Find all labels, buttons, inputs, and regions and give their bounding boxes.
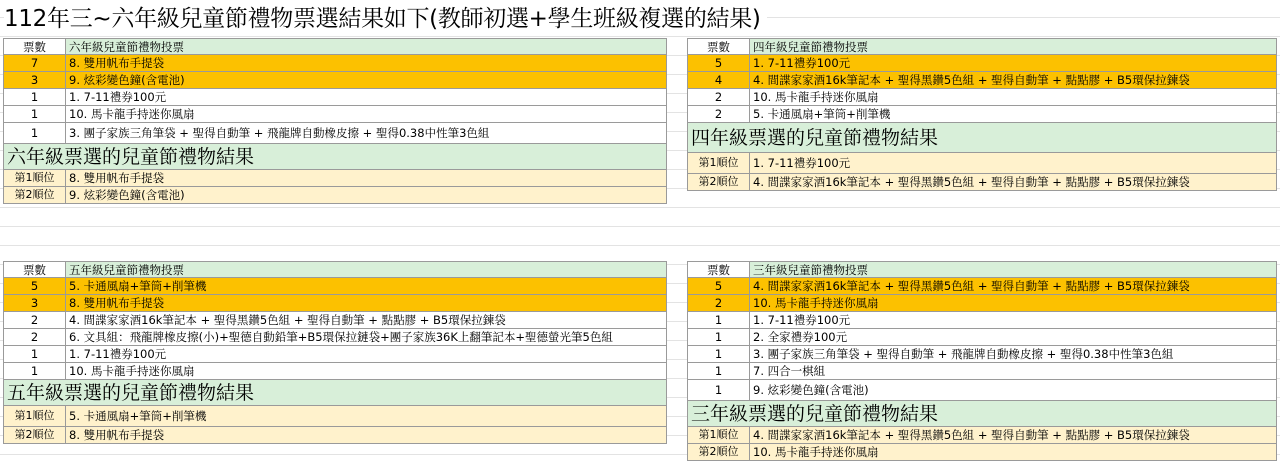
rank-label: 第1順位: [687, 153, 750, 173]
result-row: [3, 187, 667, 204]
result-row: [687, 427, 1277, 444]
result-row: [687, 444, 1277, 461]
result-row: [3, 427, 667, 444]
gift-item: 4. 間諜家家酒16k筆記本 + 聖得黑鑽5色組 + 聖得自動筆 + 點點膠 + B5環保拉鍊袋: [750, 72, 1277, 88]
gift-item: 10. 馬卡龍手持迷你風扇: [66, 363, 667, 379]
grade3-header-row: [687, 261, 1277, 278]
gift-item: 10. 馬卡龍手持迷你風扇: [750, 295, 1277, 311]
table-row: [687, 329, 1277, 346]
result-row: [687, 153, 1277, 174]
vote-count: 1: [687, 380, 750, 400]
rank-label: 第2順位: [687, 174, 750, 190]
vote-count: 1: [3, 89, 66, 105]
vote-count: 1: [3, 363, 66, 379]
table-row: [3, 89, 667, 106]
result-item: 1. 7-11禮券100元: [750, 153, 1277, 173]
vote-count: 1: [687, 312, 750, 328]
result-item: 5. 卡通風扇+筆筒+削筆機: [66, 406, 667, 426]
table-row: [687, 278, 1277, 295]
vote-count: 2: [687, 106, 750, 122]
gift-item: 3. 團子家族三角筆袋 + 聖得自動筆 + 飛龍牌自動橡皮擦 + 聖得0.38中性筆3色組: [750, 346, 1277, 362]
table-row: [687, 89, 1277, 106]
vote-count: 5: [687, 278, 750, 294]
vote-count: 2: [687, 89, 750, 105]
gift-item: 9. 炫彩變色鐘(含電池): [66, 72, 667, 88]
grade4-header-row: [687, 38, 1277, 55]
vote-count: 2: [3, 312, 66, 328]
table-row: [3, 55, 667, 72]
gift-item: 1. 7-11禮券100元: [66, 89, 667, 105]
gift-item: 5. 卡通風扇+筆筒+削筆機: [750, 106, 1277, 122]
rank-label: 第1順位: [3, 406, 66, 426]
result-item: 4. 間諜家家酒16k筆記本 + 聖得黑鑽5色組 + 聖得自動筆 + 點點膠 + B5環保拉鍊袋: [750, 427, 1277, 443]
grade6-header-row: [3, 38, 667, 55]
gift-item: 3. 團子家族三角筆袋 + 聖得自動筆 + 飛龍牌自動橡皮擦 + 聖得0.38中性筆3色組: [66, 123, 667, 143]
vote-count: 2: [3, 329, 66, 345]
table-row: [687, 295, 1277, 312]
table-row: [3, 295, 667, 312]
table-row: [687, 363, 1277, 380]
grade5-header-row: [3, 261, 667, 278]
gift-item: 4. 間諜家家酒16k筆記本 + 聖得黑鑽5色組 + 聖得自動筆 + 點點膠 + B5環保拉鍊袋: [66, 312, 667, 328]
grade4-block: [687, 38, 1277, 191]
grade6-block: [3, 38, 667, 204]
vote-count: 1: [687, 329, 750, 345]
votes-header: 票數: [687, 39, 750, 54]
rank-label: 第1順位: [687, 427, 750, 443]
gift-item: 7. 四合一棋組: [750, 363, 1277, 379]
grade5-result-title: 五年級票選的兒童節禮物結果: [3, 380, 667, 406]
table-row: [687, 380, 1277, 401]
vote-count: 1: [3, 346, 66, 362]
gift-item: 5. 卡通風扇+筆筒+削筆機: [66, 278, 667, 294]
vote-count: 1: [3, 123, 66, 143]
rank-label: 第2順位: [687, 444, 750, 460]
result-item: 8. 雙用帆布手提袋: [66, 427, 667, 443]
gift-item: 10. 馬卡龍手持迷你風扇: [66, 106, 667, 122]
table-row: [3, 106, 667, 123]
rank-label: 第2順位: [3, 427, 66, 443]
gift-item: 1. 7-11禮券100元: [750, 55, 1277, 71]
grade3-header: 三年級兒童節禮物投票: [750, 262, 1277, 277]
gift-item: 1. 7-11禮券100元: [750, 312, 1277, 328]
gift-item: 2. 全家禮券100元: [750, 329, 1277, 345]
result-item: 10. 馬卡龍手持迷你風扇: [750, 444, 1277, 460]
grade4-header: 四年級兒童節禮物投票: [750, 39, 1277, 54]
votes-header: 票數: [3, 262, 66, 277]
gift-item: 8. 雙用帆布手提袋: [66, 295, 667, 311]
table-row: [687, 55, 1277, 72]
rank-label: 第1順位: [3, 170, 66, 186]
vote-count: 7: [3, 55, 66, 71]
table-row: [3, 312, 667, 329]
result-row: [687, 174, 1277, 191]
table-row: [3, 278, 667, 295]
grade4-result-title: 四年級票選的兒童節禮物結果: [687, 123, 1277, 153]
grade5-block: [3, 261, 667, 444]
result-item: 8. 雙用帆布手提袋: [66, 170, 667, 186]
gift-item: 10. 馬卡龍手持迷你風扇: [750, 89, 1277, 105]
vote-count: 3: [3, 295, 66, 311]
grade3-result-title: 三年級票選的兒童節禮物結果: [687, 401, 1277, 427]
vote-count: 1: [687, 346, 750, 362]
vote-count: 5: [687, 55, 750, 71]
vote-count: 3: [3, 72, 66, 88]
vote-count: 4: [687, 72, 750, 88]
grade6-result-title: 六年級票選的兒童節禮物結果: [3, 144, 667, 170]
table-row: [687, 72, 1277, 89]
result-row: [3, 170, 667, 187]
gift-item: 8. 雙用帆布手提袋: [66, 55, 667, 71]
grade6-header: 六年級兒童節禮物投票: [66, 39, 667, 54]
grade3-block: [687, 261, 1277, 461]
result-item: 9. 炫彩變色鐘(含電池): [66, 187, 667, 203]
table-row: [687, 346, 1277, 363]
vote-count: 1: [687, 363, 750, 379]
table-row: [3, 123, 667, 144]
page-title: 112年三~六年級兒童節禮物票選結果如下(教師初選+學生班級複選的結果): [4, 3, 767, 35]
votes-header: 票數: [3, 39, 66, 54]
votes-header: 票數: [687, 262, 750, 277]
gift-item: 9. 炫彩變色鐘(含電池): [750, 380, 1277, 400]
table-row: [687, 312, 1277, 329]
gift-item: 1. 7-11禮券100元: [66, 346, 667, 362]
gift-item: 4. 間諜家家酒16k筆記本 + 聖得黑鑽5色組 + 聖得自動筆 + 點點膠 + B5環保拉鍊袋: [750, 278, 1277, 294]
vote-count: 2: [687, 295, 750, 311]
rank-label: 第2順位: [3, 187, 66, 203]
table-row: [3, 329, 667, 346]
grade5-header: 五年級兒童節禮物投票: [66, 262, 667, 277]
vote-count: 1: [3, 106, 66, 122]
result-row: [3, 406, 667, 427]
table-row: [3, 346, 667, 363]
table-row: [3, 363, 667, 380]
gift-item: 6. 文具組：飛龍牌橡皮擦(小)+聖德自動鉛筆+B5環保拉鏈袋+團子家族36K上翻筆記本+聖德螢光筆5色組: [66, 329, 667, 345]
vote-count: 5: [3, 278, 66, 294]
table-row: [687, 106, 1277, 123]
table-row: [3, 72, 667, 89]
result-item: 4. 間諜家家酒16k筆記本 + 聖得黑鑽5色組 + 聖得自動筆 + 點點膠 + B5環保拉鍊袋: [750, 174, 1277, 190]
